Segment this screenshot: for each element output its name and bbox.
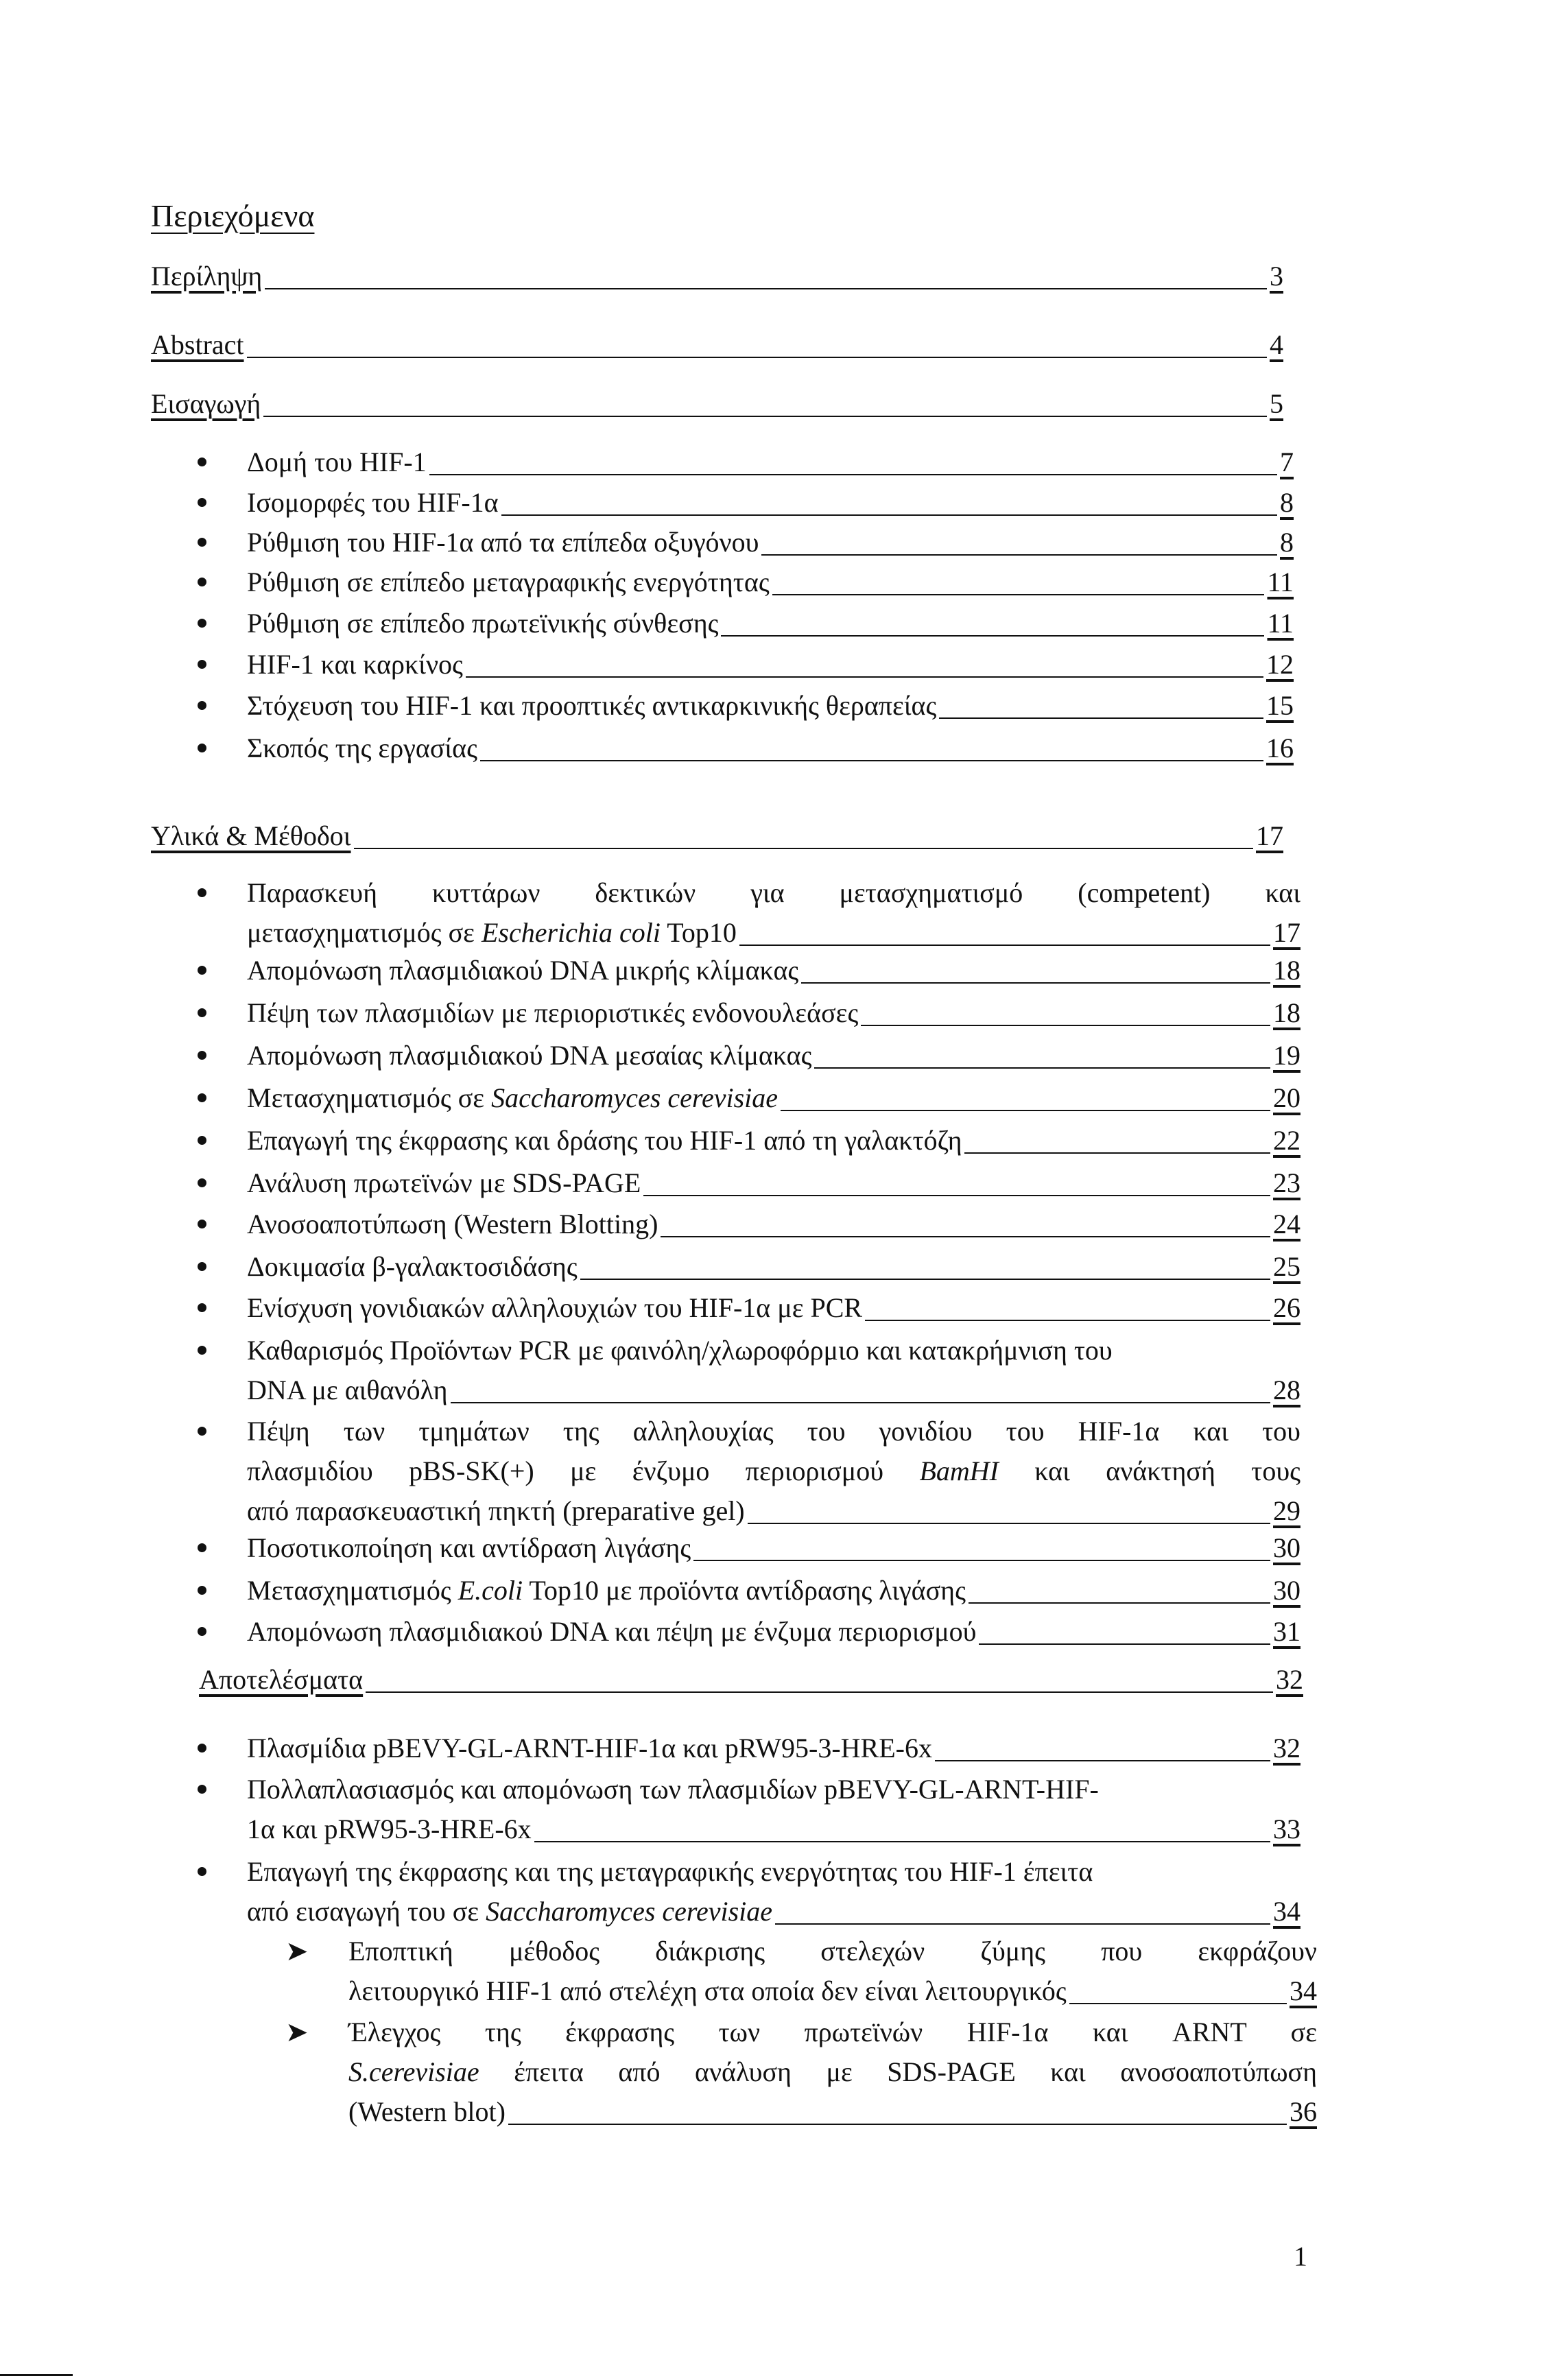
- toc-item-text: Στόχευση του HIF-1 και προοπτικές αντικαρκινικής θεραπείας: [247, 690, 937, 721]
- bullet-icon: [198, 1427, 206, 1436]
- italic-species: Saccharomyces cerevisiae: [491, 1082, 779, 1113]
- toc-page-number: 25: [1273, 1251, 1300, 1282]
- leader-line: [861, 1025, 1270, 1026]
- toc-page-number: 8: [1280, 527, 1294, 558]
- toc-item[interactable]: [203, 1204, 1300, 1244]
- toc-item-line: Καθαρισμός Προϊόντων PCR με φαινόλη/χλωροφόρμιο και κατακρήμνιση του: [247, 1335, 1113, 1366]
- toc-item[interactable]: [203, 1288, 1300, 1328]
- toc-item-line: [247, 1451, 1300, 1491]
- toc-item-text: Ρύθμιση σε επίπεδο μεταγραφικής ενεργότητας: [247, 567, 770, 597]
- leader-line: [969, 1602, 1270, 1604]
- bullet-icon: [198, 1346, 206, 1355]
- toc-item-text: λειτουργικό HIF-1 από στελέχη στα οποία δεν είναι λειτουργικός: [348, 1975, 1067, 2006]
- bullet-icon: [198, 888, 206, 897]
- leader-line: [865, 1320, 1270, 1321]
- toc-page-number: 20: [1273, 1082, 1300, 1113]
- text-part: έπειτα από ανάλυση με SDS-PAGE και ανοσοαποτύπωση: [479, 2056, 1317, 2087]
- toc-entry-label: Υλικά & Μέθοδοι: [151, 820, 351, 851]
- italic-species: S.cerevisiae: [348, 2056, 479, 2087]
- toc-item[interactable]: [203, 686, 1294, 726]
- toc-item-text: [247, 1892, 772, 1932]
- toc-page-number: 30: [1273, 1532, 1300, 1563]
- toc-item-text: Πλασμίδια pBEVY-GL-ARNT-HIF-1α και pRW95-3-HRE-6x: [247, 1733, 932, 1763]
- toc-page-number: 17: [1256, 820, 1283, 851]
- toc-page-number: 4: [1270, 329, 1283, 360]
- toc-page-number: 32: [1276, 1664, 1303, 1695]
- toc-item-text: Ενίσχυση γονιδιακών αλληλουχιών του HIF-1α με PCR: [247, 1292, 863, 1323]
- toc-item-induction[interactable]: [203, 1852, 1300, 1932]
- text-part: Μετασχηματισμός σε: [247, 1082, 492, 1113]
- leader-line: [466, 676, 1263, 678]
- toc-entry-label: Εισαγωγή: [151, 388, 261, 419]
- italic-enzyme: BamHI: [919, 1456, 999, 1486]
- bullet-icon: [198, 1008, 206, 1017]
- toc-page-number: 34: [1290, 1975, 1317, 2006]
- leader-line: [693, 1560, 1270, 1561]
- bullet-icon: [198, 701, 206, 710]
- bullet-icon: [198, 1543, 206, 1552]
- toc-page-number: 16: [1266, 733, 1294, 763]
- toc-entry-abstract[interactable]: [151, 325, 1283, 365]
- leader-line: [739, 945, 1270, 946]
- bullet-icon: [198, 660, 206, 669]
- toc-entry-label: Περίληψη: [151, 261, 263, 292]
- toc-item-text: Ισομορφές του HIF-1α: [247, 487, 499, 518]
- toc-item[interactable]: [203, 1571, 1300, 1611]
- bullet-icon: [198, 1220, 206, 1228]
- toc-item[interactable]: [203, 523, 1294, 562]
- toc-item-text: Πέψη των πλασμιδίων με περιοριστικές ενδονουλεάσες: [247, 997, 859, 1028]
- leader-line: [263, 416, 1267, 417]
- toc-subitem-yeast-strains[interactable]: [285, 1932, 1317, 2011]
- page-number: 1: [1294, 2241, 1307, 2272]
- toc-page-number: 12: [1266, 649, 1294, 680]
- toc-item-line: Παρασκευή κυττάρων δεκτικών για μετασχηματισμό (competent) και: [247, 877, 1300, 908]
- toc-item-text: από παρασκευαστική πηκτή (preparative gel): [247, 1495, 745, 1526]
- text-part: Top10 με προϊόντα αντίδρασης λιγάσης: [523, 1575, 966, 1606]
- toc-item-text: [247, 1571, 966, 1611]
- toc-item-text: Σκοπός της εργασίας: [247, 733, 477, 763]
- leader-line: [748, 1523, 1270, 1524]
- toc-page-number: 26: [1273, 1292, 1300, 1323]
- leader-line: [501, 514, 1277, 516]
- toc-item-text: 1α και pRW95-3-HRE-6x: [247, 1814, 532, 1844]
- toc-entry-introduction[interactable]: [151, 384, 1283, 424]
- toc-item-text: [247, 1078, 778, 1118]
- toc-page-number: 22: [1273, 1125, 1300, 1156]
- toc-item-text: Απομόνωση πλασμιδιακού DNA μεσαίας κλίμακας: [247, 1040, 812, 1071]
- leader-line: [580, 1279, 1270, 1280]
- toc-item[interactable]: [203, 1163, 1300, 1203]
- leader-line: [247, 357, 1267, 358]
- leader-line: [451, 1402, 1270, 1403]
- leader-line: [721, 635, 1264, 637]
- bullet-icon: [198, 1051, 206, 1060]
- toc-item-text: Απομόνωση πλασμιδιακού DNA και πέψη με ένζυμα περιορισμού: [247, 1616, 977, 1647]
- bullet-icon: [198, 1627, 206, 1636]
- bullet-icon: [198, 744, 206, 752]
- toc-item-line: Εποπτική μέθοδος διάκρισης στελεχών ζύμης που εκφράζουν: [348, 1936, 1317, 1967]
- leader-line: [781, 1110, 1270, 1111]
- toc-item[interactable]: [203, 1121, 1300, 1161]
- leader-line: [761, 554, 1277, 556]
- toc-item[interactable]: [203, 1036, 1300, 1076]
- leader-line: [814, 1067, 1270, 1069]
- leader-line: [429, 474, 1277, 475]
- toc-page-number: 19: [1273, 1040, 1300, 1071]
- toc-item[interactable]: [203, 1528, 1300, 1568]
- toc-item-text: Ανάλυση πρωτεϊνών με SDS-PAGE: [247, 1167, 641, 1198]
- bullet-icon: [198, 538, 206, 547]
- leader-line: [661, 1236, 1270, 1237]
- bullet-icon: [198, 619, 206, 628]
- bullet-icon: [198, 458, 206, 466]
- toc-page-number: 36: [1290, 2096, 1317, 2127]
- toc-page-number: 33: [1273, 1814, 1300, 1844]
- leader-line: [801, 982, 1270, 984]
- toc-entry-summary[interactable]: [151, 257, 1283, 296]
- toc-item-text: (Western blot): [348, 2096, 506, 2127]
- toc-item-text: Ανοσοαποτύπωση (Western Blotting): [247, 1209, 658, 1239]
- toc-item-yeast[interactable]: [203, 1078, 1300, 1118]
- toc-page-number: 23: [1273, 1167, 1300, 1198]
- leader-line: [534, 1841, 1270, 1842]
- toc-page-number: 11: [1267, 608, 1294, 639]
- bullet-icon: [198, 1093, 206, 1102]
- toc-item-text: Ρύθμιση του HIF-1α από τα επίπεδα οξυγόνου: [247, 527, 759, 558]
- toc-entry-label: Abstract: [151, 329, 244, 360]
- toc-entry-results[interactable]: [199, 1660, 1303, 1700]
- toc-page-number: 8: [1280, 487, 1294, 518]
- toc-page-number: 17: [1273, 917, 1300, 948]
- bullet-icon: [198, 1303, 206, 1312]
- leader-line: [979, 1643, 1270, 1645]
- leader-line: [935, 1760, 1270, 1761]
- toc-page-number: 18: [1273, 955, 1300, 986]
- toc-page-number: 34: [1273, 1896, 1300, 1927]
- toc-item-text: DNA με αιθανόλη: [247, 1375, 448, 1405]
- toc-item-text: Δοκιμασία β-γαλακτοσιδάσης: [247, 1251, 578, 1282]
- toc-item-line: Πέψη των τμημάτων της αλληλουχίας του γονιδίου του HIF-1α και του: [247, 1416, 1300, 1447]
- bullet-icon: [198, 1262, 206, 1271]
- toc-page-number: 30: [1273, 1575, 1300, 1606]
- toc-page-number: 28: [1273, 1375, 1300, 1405]
- arrow-bullet-icon: ➤: [285, 2017, 309, 2048]
- leader-line: [964, 1152, 1270, 1154]
- bullet-icon: [198, 498, 206, 507]
- toc-item[interactable]: [203, 993, 1300, 1033]
- toc-page-number: 15: [1266, 690, 1294, 721]
- toc-page-number: 32: [1273, 1733, 1300, 1763]
- toc-title: Περιεχόμενα: [151, 198, 315, 233]
- toc-page-number: 11: [1267, 567, 1294, 597]
- bullet-icon: [198, 1867, 206, 1876]
- toc-item-digestion[interactable]: [203, 1412, 1300, 1531]
- italic-species: Saccharomyces cerevisiae: [486, 1896, 773, 1927]
- toc-item-competent[interactable]: [203, 873, 1300, 953]
- toc-item-line: Πολλαπλασιασμός και απομόνωση των πλασμιδίων pBEVY-GL-ARNT-HIF-: [247, 1774, 1099, 1805]
- toc-entry-label: Αποτελέσματα: [199, 1664, 364, 1695]
- toc-item-text: Ρύθμιση σε επίπεδο πρωτεϊνικής σύνθεσης: [247, 608, 719, 639]
- toc-item[interactable]: [203, 562, 1294, 602]
- leader-line: [480, 760, 1263, 761]
- toc-page-number: 18: [1273, 997, 1300, 1028]
- leader-line: [1069, 2003, 1287, 2004]
- toc-item-line: Επαγωγή της έκφρασης και της μεταγραφικής ενεργότητας του HIF-1 έπειτα: [247, 1856, 1093, 1887]
- leader-line: [508, 2124, 1287, 2125]
- toc-page-number: 5: [1270, 388, 1283, 419]
- toc-item[interactable]: [203, 604, 1294, 643]
- toc-item[interactable]: [203, 1247, 1300, 1287]
- toc-item-text: Απομόνωση πλασμιδιακού DNA μικρής κλίμακας: [247, 955, 799, 986]
- leader-line: [775, 1923, 1270, 1925]
- leader-line: [265, 288, 1267, 289]
- text-part: από εισαγωγή του σε: [247, 1896, 486, 1927]
- toc-item-plasmids[interactable]: [203, 1728, 1300, 1768]
- toc-page-number: 7: [1280, 447, 1294, 477]
- leader-line: [354, 848, 1253, 849]
- toc-item-line: [348, 2052, 1317, 2092]
- toc-item-text: Επαγωγή της έκφρασης και δράσης του HIF-1 από τη γαλακτόζη: [247, 1125, 962, 1156]
- text-part: Μετασχηματισμός: [247, 1575, 458, 1606]
- toc-item[interactable]: [203, 483, 1294, 523]
- leader-line: [643, 1195, 1270, 1196]
- italic-species: E.coli: [458, 1575, 523, 1606]
- bullet-icon: [198, 1136, 206, 1145]
- text-part: πλασμιδίου pBS-SK(+) με ένζυμο περιορισμού: [247, 1456, 920, 1486]
- toc-page-number: 29: [1273, 1495, 1300, 1526]
- toc-item-purification[interactable]: [203, 1331, 1300, 1410]
- bullet-icon: [198, 1586, 206, 1595]
- leader-line: [366, 1691, 1273, 1693]
- toc-page-number: 3: [1270, 261, 1283, 292]
- toc-item-text: μετασχηματισμός σε Escherichia coli Top10: [247, 917, 737, 948]
- toc-item[interactable]: [203, 442, 1294, 482]
- toc-item-multiplication[interactable]: [203, 1770, 1300, 1849]
- bullet-icon: [198, 1785, 206, 1794]
- bullet-icon: [198, 966, 206, 975]
- toc-item[interactable]: [203, 645, 1294, 685]
- toc-page-number: 31: [1273, 1616, 1300, 1647]
- toc-item[interactable]: [203, 1612, 1300, 1652]
- toc-item-text: Δομή του HIF-1: [247, 447, 427, 477]
- leader-line: [772, 594, 1265, 595]
- bullet-icon: [198, 578, 206, 586]
- toc-subitem-expression-control[interactable]: [285, 2012, 1317, 2132]
- toc-item[interactable]: [203, 951, 1300, 990]
- toc-page-number: 24: [1273, 1209, 1300, 1239]
- leader-line: [939, 717, 1263, 719]
- toc-item[interactable]: [203, 728, 1294, 768]
- bullet-icon: [198, 1178, 206, 1187]
- toc-item-text: HIF-1 και καρκίνος: [247, 649, 463, 680]
- arrow-bullet-icon: ➤: [285, 1936, 309, 1967]
- toc-entry-methods[interactable]: [151, 816, 1283, 856]
- toc-item-text: Ποσοτικοποίηση και αντίδραση λιγάσης: [247, 1532, 691, 1563]
- text-part: και ανάκτησή τους: [998, 1456, 1300, 1486]
- bullet-icon: [198, 1744, 206, 1753]
- toc-item-line: Έλεγχος της έκφρασης των πρωτεϊνών HIF-1α και ARNT σε: [348, 2017, 1317, 2047]
